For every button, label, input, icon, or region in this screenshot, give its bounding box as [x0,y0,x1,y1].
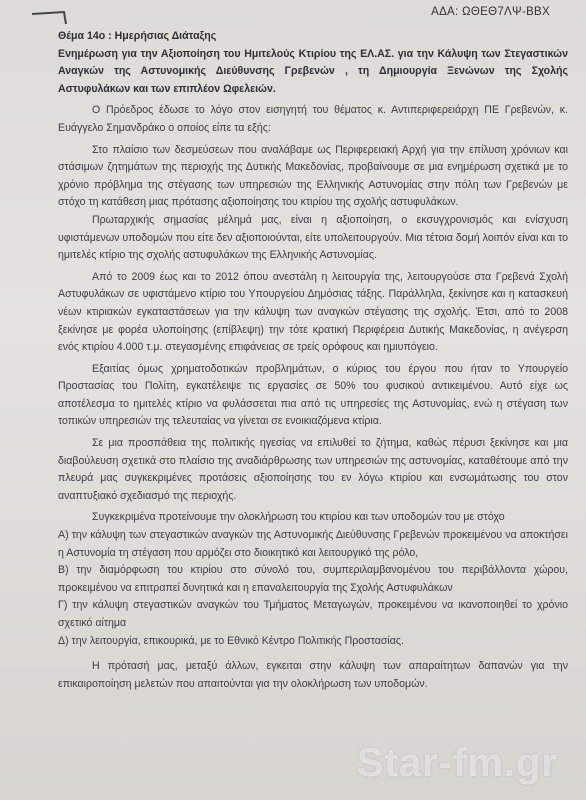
watermark: Star-fm.gr [356,741,558,785]
list-item: Α) την κάλυψη των στεγαστικών αναγκών της Αστυνομικής Διεύθυνσης Γρεβενών προκειμένου να αποκτήσει η Αστυνομία τη στέγαση που αρμόζει στο διοικητικό και λειτουργικό της ρόλο, [58,529,568,559]
paragraph: Εξαιτίας όμως χρηματοδοτικών προβλημάτων, ο κύριος του έργου που ήταν το Υπουργείο Προστασίας του Πολίτη, εγκατέλειψε τις εργασίες σε 50% του φυσικού αντικειμένου. Αυτό είχε ως αποτέλεσμα το ημιτελές κτίριο να φυλάσσεται πια από τις υπηρεσίες της Αστυνομίας, ενώ η στέγαση των τοπικών υπηρεσιών της τελευταίας να γίνεται σε ενοικιαζόμενα κτίρια. [58,362,568,428]
paragraph-intro: Ο Πρόεδρος έδωσε το λόγο στον εισηγητή του θέματος κ. Αντιπεριφερειάρχη ΠΕ Γρεβενών, κ. Ευάγγελο Σημανδράκο ο οποίος είπε τα εξής: [58,104,568,134]
paragraph: Στο πλαίσιο των δεσμεύσεων που αναλάβαμε ως Περιφερειακή Αρχή για την επίλυση χρόνιων και στάσιμων ζητημάτων της περιοχής της Δυτικής Μακεδονίας, προβαίνουμε σε μια ενημέρωση σχετικά με το χρόνιο πρόβλημα της στέγασης των υπηρεσιών της Ελληνικής Αστυνομίας στην πόλη των Γρεβενών με στόχο τη κατάθεση μιας πρότασης αξιοποίησης του κτιρίου της σχολής αστυφυλάκων. [58,143,568,209]
list-item: Β) την διαμόρφωση του κτιρίου στο σύνολό του, συμπεριλαμβανομένου του περιβάλλοντα χώρου, προκειμένου να επιτραπεί δυνητικά και η επαναλειτουργία της Σχολής Αστυφυλάκων [58,564,568,594]
document-body [58,28,568,693]
paragraph: Πρωταρχικής σημασίας μέλημά μας, είναι η αξιοποίηση, ο εκσυγχρονισμός και ενίσχυση υφιστάμενων υποδομών που είτε δεν αξιοποιούνται, είτε υπολειτουργούν. Μια τέτοια δομή λοιπόν είναι και το ημιτελές κτίριο της σχολής αστυφυλάκων της Ελληνικής Αστυνομίας. [58,213,568,262]
closing-paragraph: Η πρότασή μας, μεταξύ άλλων, εγκειται στην κάλυψη των απαραίτητων δαπανών για την επικαιροποίηση μελετών που απαιτούνται για την ολοκλήρωση των υποδομών. [58,660,568,690]
ada-code: ΑΔΑ: ΩΘΕΘ7ΛΨ-ΒΒΧ [431,6,550,18]
agenda-heading: Θέμα 14ο : Ημερήσιας Διάταξης [58,30,217,42]
list-item: Δ) την λειτουργία, επικουρικά, με το Εθνικό Κέντρο Πολιτικής Προστασίας. [58,634,404,647]
handwritten-mark-icon [30,10,70,26]
subject-title: Ενημέρωση για την Αξιοποίηση του Ημιτελούς Κτιρίου της ΕΛ.ΑΣ. για την Κάλυψη των Στεγαστικών Αναγκών της Αστυνομικής Διεύθυνσης Γρεβενών , τη Δημιουργία Ξενώνων της Σχολής Αστυφυλάκων και των επιπλέον Ωφελειών. [58,47,568,95]
paragraph: Από το 2009 έως και το 2012 όπου ανεστάλη η λειτουργία της, λειτουργούσε στα Γρεβενά Σχολή Αστυφυλάκων σε υφιστάμενο κτίριο του Υπουργείου Δημόσιας τάξης. Παράλληλα, ξεκίνησε και η κατασκευή νέων κτιριακών εγκαταστάσεων για την κάλυψη των αναγκών στέγασης της σχολής. Έτσι, από το 2008 ξεκίνησε με φορέα υλοποίησης (επίβλεψη) την τότε κρατική Περιφέρεια Δυτικής Μακεδονίας, η ανέγερση ενός κτιρίου 4.000 τ.μ. στεγασμένης επιφάνειας σε τρείς ορόφους και ημιυπόγειο. [58,270,568,354]
paragraph: Σε μια προσπάθεια της πολιτικής ηγεσίας να επιλυθεί το ζήτημα, καθώς πέρυσι ξεκίνησε και μια διαβούλευση σχετικά στο πλαίσιο της αναδιάρθρωσης των υπηρεσιών της αστυνομίας, καταθέτουμε από την πλευρά μας συγκεκριμένες προτάσεις αξιοποίησης του εν λόγω κτιρίου και ενσωμάτωσης του στον αναπτυξιακό σχεδιασμό της περιοχής. [58,437,568,502]
list-item: Γ) την κάλυψη στεγαστικών αναγκών του Τμήματος Μεταγωγών, προκειμένου να ικανοποιηθεί το χρόνιο σχετικό αίτημα [58,599,568,629]
paragraph: Συγκεκριμένα προτείνουμε την ολοκλήρωση του κτιρίου και των υποδομών του με στόχο [92,511,505,524]
